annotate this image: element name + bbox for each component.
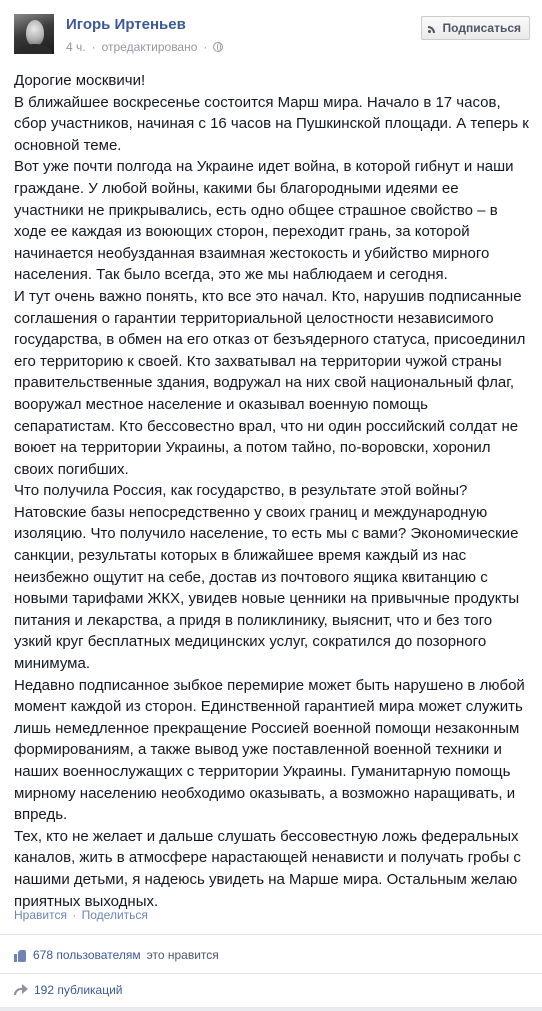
post-paragraph: Вот уже почти полгода на Украине идет война, в которой гибнут и наши граждане. У любой войны, какими бы благородными идеями ее участники не прикрывались, есть одно общее страшное свойство – в ходе ее каждая из воюющих сторон, переходит грань, за которой начинается необузданная взаимная жестокость и убийство мирного населения. Так было всегда, это же мы наблюдаем и сегодня.	[14, 158, 514, 284]
post-body	[14, 70, 530, 912]
post-paragraph: Тех, кто не желает и дальше слушать бессовестную ложь федеральных каналов, жить в атмосфере нарастающей ненависти и получать гробы с нашими детьми, я надеюсь увидеть на Марше мира. Остальным желаю приятных выходных.	[14, 827, 521, 910]
subscribe-label: Подписаться	[442, 21, 521, 35]
subscribe-button[interactable]	[421, 16, 530, 40]
share-link[interactable]: Поделиться	[81, 908, 148, 922]
post-actions	[14, 908, 148, 922]
post-paragraph: Дорогие москвичи!	[14, 72, 146, 89]
actions-separator: ·	[72, 908, 77, 922]
post-header	[14, 14, 530, 60]
rss-icon	[428, 23, 438, 33]
post-paragraph: В ближайшее воскресенье состоится Марш мира. Начало в 17 часов, сбор участников, начиная с 16 часов на Пушкинской площади. А теперь к основной теме.	[14, 93, 529, 154]
meta-separator-2: ·	[203, 40, 208, 54]
meta-separator: ·	[91, 40, 96, 54]
likes-row	[14, 944, 530, 966]
likes-suffix: это нравится	[146, 948, 219, 962]
globe-icon[interactable]	[213, 42, 223, 52]
likes-count-link[interactable]: 678 пользователям	[33, 948, 141, 962]
post-paragraph: Недавно подписанное зыбкое перемирие может быть нарушено в любой момент каждой из сторон. Единственной гарантией мира может служить лишь немедленное прекращение Россией военной помощи незаконным формированиям, а также вывод уже поставленной военной техники и наших военнослужащих с территории Украины. Гуманитарную помощь мирному населению необходимо оказывать, а возможно наращивать, и впредь.	[14, 676, 525, 824]
author-avatar[interactable]	[14, 14, 54, 54]
shares-count-link[interactable]: 192 публикаций	[34, 983, 123, 997]
shares-row	[14, 979, 530, 1001]
post-paragraph: Что получила Россия, как государство, в результате этой войны? Натовские базы непосредственно у своих границ и международную изоляцию. Что получило население, то есть мы с вами? Экономические санкции, результаты которых в ближайшее время каждый из нас неизбежно ощутит на себе, достав из почтового ящика квитанцию с новыми тарифами ЖКХ, увидев новые ценники на привычные продукты питания и лекарства, а придя в поликлинику, выяснит, что и без того узкий круг бесплатных медицинских услуг, сократился до позорного минимума.	[14, 482, 520, 673]
divider	[0, 973, 542, 974]
post-meta	[66, 40, 223, 54]
post-paragraph: И тут очень важно понять, кто все это начал. Кто, нарушив подписанные соглашения о гарантии территориальной целостности независимого государства, в обмен на его отказ от безъядерного статуса, присоединил его территорию к своей. Кто захватывал на территории чужой страны правительственные здания, водружал на них свой национальный флаг, вооружал местное население и оказывал военную помощь сепаратистам. Кто бессовестно врал, что ни один российский солдат не воюет на территории Украины, а потом тайно, по-воровски, хоронил своих погибших.	[14, 287, 526, 478]
post-timestamp[interactable]: 4 ч.	[66, 40, 86, 54]
like-link[interactable]: Нравится	[14, 908, 67, 922]
bottom-border	[0, 1007, 542, 1011]
edited-label[interactable]: отредактировано	[101, 40, 198, 54]
divider	[0, 934, 542, 935]
share-icon	[14, 984, 28, 996]
author-name[interactable]: Игорь Иртеньев	[66, 16, 186, 33]
thumbs-up-icon	[14, 949, 27, 962]
